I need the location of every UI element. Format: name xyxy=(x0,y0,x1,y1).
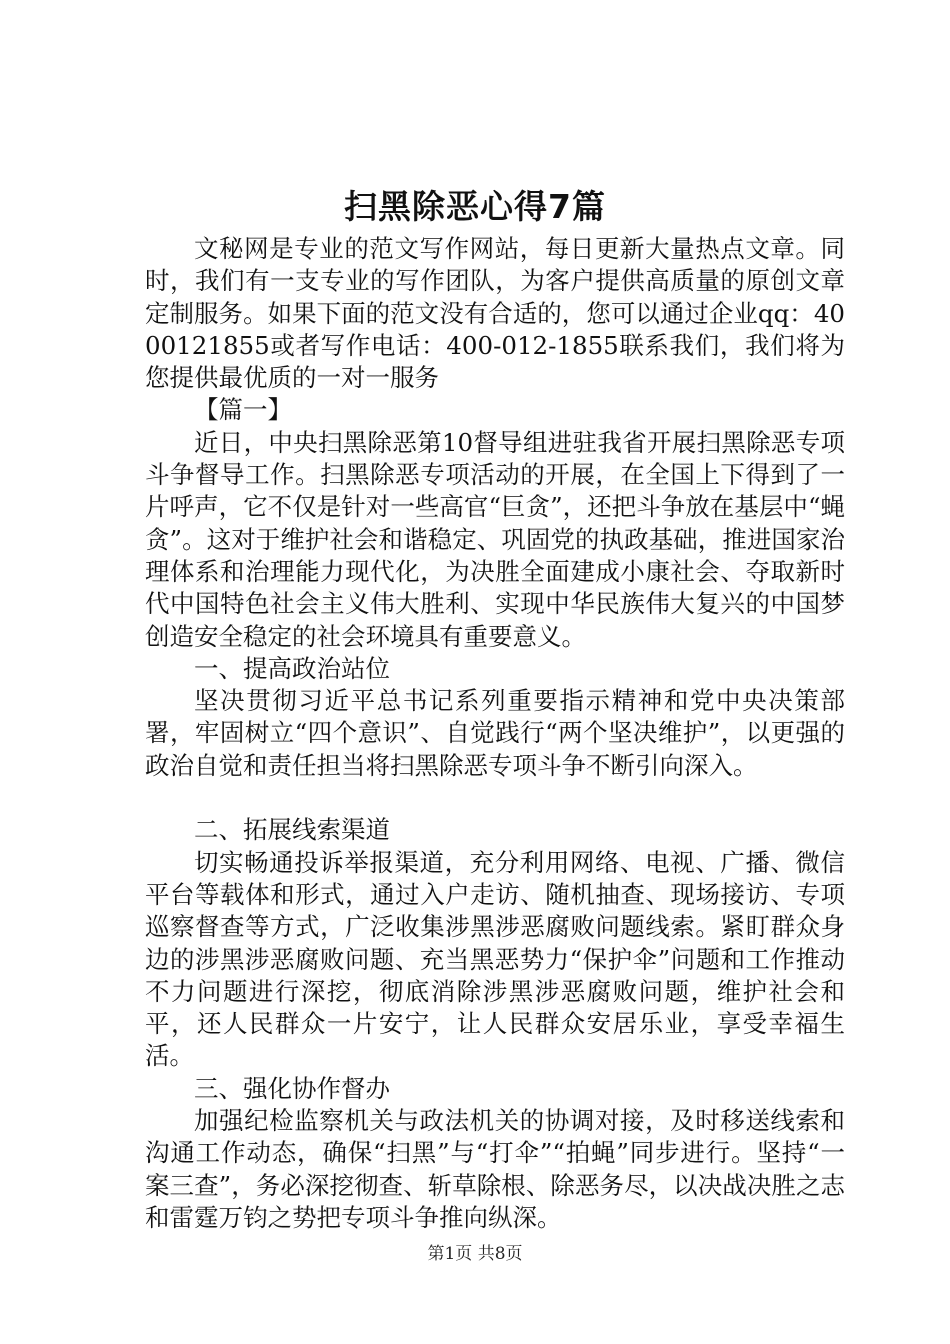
document-title: 扫黑除恶心得7篇 xyxy=(344,187,606,226)
heading-1: 一、提高政治站位 xyxy=(194,653,390,683)
paragraph-1: 近日，中央扫黑除恶第10督导组进驻我省开展扫黑除恶专项斗争督导工作。扫黑除恶专项活动的开展，在全国上下得到了一片呼声，它不仅是针对一些高官“巨贪”，还把斗争放在基层中“蝇贪”。这对于维护社会和谐稳定、巩固党的执政基础，推进国家治理体系和治理能力现代化，为决胜全面建成小康社会、夺取新时代中国特色社会主义伟大胜利、实现中华民族伟大复兴的中国梦创造安全稳定的社会环境具有重要意义。 xyxy=(145,427,845,651)
page-footer: 第1页 共8页 xyxy=(427,1244,523,1264)
paragraph-4: 加强纪检监察机关与政法机关的协调对接，及时移送线索和沟通工作动态，确保“扫黑”与“打伞”“拍蝇”同步进行。坚持“一案三查”，务必深挖彻查、斩草除根、除恶务尽，以决战决胜之志和雷霆万钧之势把专项斗争推向纵深。 xyxy=(145,1106,845,1232)
paragraph-2: 坚决贯彻习近平总书记系列重要指示精神和党中央决策部署，牢固树立“四个意识”、自觉践行“两个坚决维护”，以更强的政治自觉和责任担当将扫黑除恶专项斗争不断引向深入。 xyxy=(145,686,845,780)
section-label: 【篇一】 xyxy=(194,395,292,425)
document-body xyxy=(145,233,845,1234)
intro-paragraph: 文秘网是专业的范文写作网站，每日更新大量热点文章。同时，我们有一支专业的写作团队，为客户提供高质量的原创文章定制服务。如果下面的范文没有合适的，您可以通过企业qq：4000121855或者写作电话：400-012-1855联系我们，我们将为您提供最优质的一对一服务 xyxy=(145,234,845,393)
blank-line xyxy=(145,782,845,814)
paragraph-3: 切实畅通投诉举报渠道，充分利用网络、电视、广播、微信平台等载体和形式，通过入户走访、随机抽查、现场接访、专项巡察督查等方式，广泛收集涉黑涉恶腐败问题线索。紧盯群众身边的涉黑涉恶腐败问题、充当黑恶势力“保护伞”问题和工作推动不力问题进行深挖，彻底消除涉黑涉恶腐败问题，维护社会和平，还人民群众一片安宁，让人民群众安居乐业，享受幸福生活。 xyxy=(145,847,845,1071)
heading-3: 三、强化协作督办 xyxy=(194,1073,390,1103)
heading-2: 二、拓展线索渠道 xyxy=(194,815,390,845)
